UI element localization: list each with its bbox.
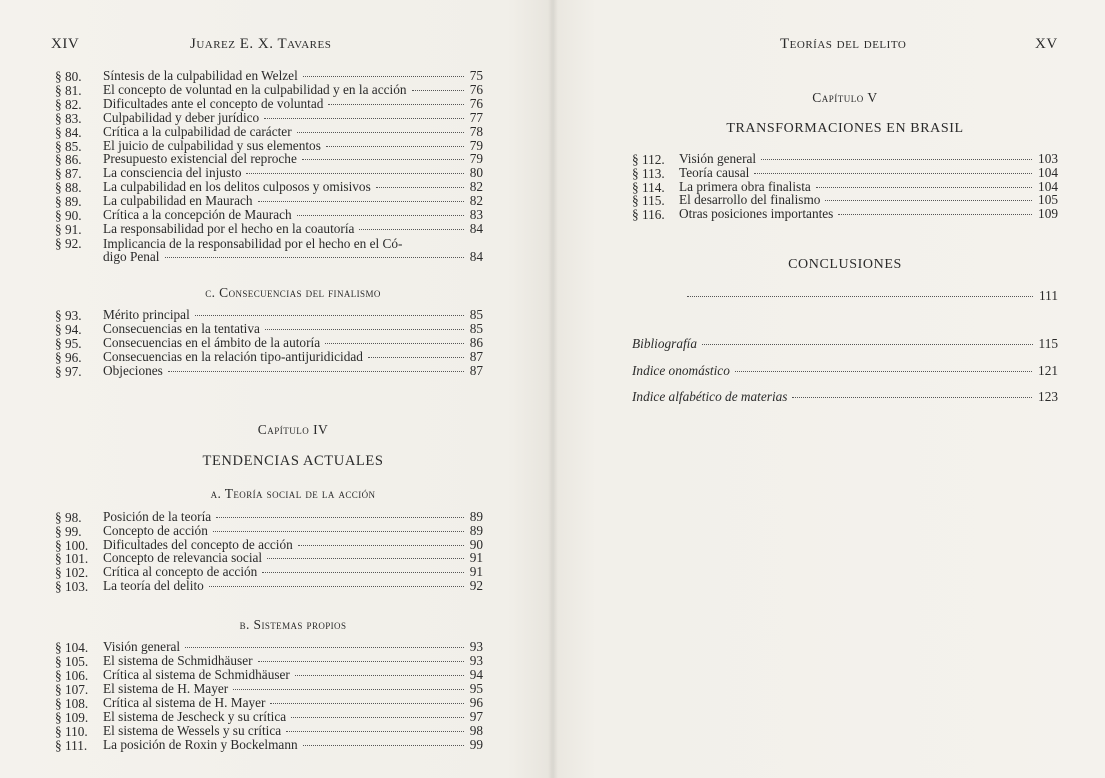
- section-heading-c: c. Consecuencias del finalismo: [205, 285, 381, 300]
- toc-section-number: § 98.: [55, 510, 82, 525]
- toc-entry-page: 75: [469, 68, 483, 83]
- toc-entry-title: El sistema de Schmidhäuser: [103, 653, 253, 668]
- dot-leader: [412, 89, 464, 91]
- toc-entry: [103, 654, 483, 668]
- toc-section-number: § 87.: [55, 166, 82, 182]
- toc-entry: [632, 337, 1058, 351]
- toc-entry: [103, 69, 483, 83]
- dot-leader: [291, 716, 464, 718]
- toc-entry-page: 104: [1038, 164, 1058, 180]
- toc-section-number: § 102.: [55, 565, 89, 581]
- dot-leader: [754, 172, 1032, 174]
- toc-entry-page: 95: [469, 681, 483, 696]
- toc-section-number: § 116.: [632, 207, 665, 223]
- toc-entry: [103, 83, 483, 97]
- toc-entry-title: Presupuesto existencial del reproche: [103, 151, 297, 167]
- toc-section-number: § 97.: [55, 364, 82, 379]
- dot-leader: [376, 186, 464, 188]
- toc-entry-title: Crítica al sistema de H. Mayer: [103, 695, 266, 710]
- toc-entry-page: 115: [1038, 336, 1058, 351]
- toc-entry-page: 123: [1038, 389, 1058, 404]
- toc-entry-title: La consciencia del injusto: [103, 165, 242, 181]
- dot-leader: [295, 674, 464, 676]
- toc-entry-title: La posición de Roxin y Bockelmann: [103, 737, 298, 752]
- toc-section-number: § 100.: [55, 537, 89, 553]
- toc-section-number: § 90.: [55, 208, 82, 223]
- toc-entry-page: 93: [469, 639, 483, 654]
- toc-entry-title: Crítica a la culpabilidad de carácter: [103, 123, 292, 139]
- toc-entry: [103, 724, 483, 738]
- toc-section-number: § 113.: [632, 165, 665, 181]
- toc-entry: [103, 111, 483, 125]
- toc-entry-title: Indice onomástico: [632, 362, 730, 378]
- dot-leader: [165, 256, 464, 258]
- toc-section-number: § 83.: [55, 110, 82, 126]
- toc-section-number: § 106.: [55, 668, 89, 683]
- toc-entry-page: 89: [469, 509, 483, 524]
- toc-entry-page: 85: [469, 321, 483, 336]
- left-running-head: Juarez E. X. Tavares: [190, 36, 332, 52]
- toc-entry-title: Objeciones: [103, 363, 163, 378]
- dot-leader: [326, 145, 464, 147]
- dot-leader: [368, 356, 464, 358]
- toc-entry-page: 83: [469, 207, 483, 222]
- toc-section-number: § 82.: [55, 96, 82, 112]
- toc-entry: [103, 682, 483, 696]
- toc-section-number: § 107.: [55, 682, 89, 697]
- toc-entry-title: Culpabilidad y deber jurídico: [103, 109, 260, 125]
- toc-entry-page: 82: [469, 193, 483, 209]
- toc-section-number: § 108.: [55, 696, 89, 711]
- toc-entry: [103, 668, 483, 682]
- toc-entry: [103, 180, 483, 194]
- dot-leader: [258, 660, 464, 662]
- toc-entry-page: 99: [469, 737, 483, 752]
- toc-entry-title: Otras posiciones importantes: [679, 206, 834, 222]
- toc-title-92-line2: digo Penal: [103, 249, 160, 264]
- dot-leader: [233, 688, 464, 690]
- toc-entry: [103, 524, 483, 538]
- dot-leader: [262, 571, 463, 573]
- toc-entry-page: 109: [1038, 206, 1058, 222]
- toc-entry-title: El desarrollo del finalismo: [679, 192, 821, 208]
- toc-entry-title: Indice alfabético de materias: [632, 389, 788, 404]
- toc-entry: [679, 152, 1058, 166]
- dot-leader: [168, 370, 464, 372]
- toc-entry: [103, 308, 483, 322]
- toc-entry-page: 98: [469, 723, 483, 738]
- toc-entry-page: 85: [469, 307, 483, 322]
- dot-leader: [702, 343, 1033, 345]
- dot-leader: [838, 213, 1032, 215]
- toc-entry-title: Teoría causal: [679, 164, 750, 180]
- toc-entry: [103, 125, 483, 139]
- toc-entry-page: 76: [469, 95, 483, 111]
- chapter-v-label: Capítulo V: [812, 90, 878, 105]
- toc-section-number: § 85.: [55, 138, 82, 154]
- toc-entry-title: Visión general: [103, 639, 181, 654]
- toc-entry: [103, 696, 483, 710]
- toc-entry-page: 87: [469, 349, 483, 364]
- toc-entry: [103, 139, 483, 153]
- toc-entry: [103, 579, 483, 593]
- toc-section-number: § 103.: [55, 579, 89, 594]
- toc-section-number: § 114.: [632, 179, 665, 195]
- toc-entry-title: Dificultades del concepto de acción: [103, 536, 293, 552]
- toc-entry-title: El sistema de H. Mayer: [103, 681, 229, 696]
- toc-entry-page: 82: [469, 179, 483, 195]
- right-page: [552, 0, 1105, 778]
- toc-entry-page: 94: [469, 667, 483, 682]
- dot-leader: [216, 516, 464, 518]
- dot-leader: [359, 228, 463, 230]
- toc-entry-title: El juicio de culpabilidad y sus elementos: [103, 137, 321, 153]
- toc-entry-92: [103, 250, 483, 264]
- toc-section-number: § 99.: [55, 523, 82, 539]
- toc-entry-page: 77: [469, 109, 483, 125]
- dot-leader: [267, 557, 464, 559]
- toc-section-number: § 96.: [55, 350, 82, 365]
- toc-entry-page: 80: [469, 165, 483, 181]
- toc-entry: [632, 390, 1058, 404]
- toc-entry-conclusions: [687, 289, 1058, 303]
- toc-section-number: § 110.: [55, 724, 88, 739]
- toc-entry-title: Concepto de relevancia social: [103, 550, 263, 566]
- toc-entry-title: La primera obra finalista: [679, 178, 811, 194]
- dot-leader: [297, 131, 464, 133]
- toc-entry-page: 91: [469, 564, 483, 580]
- toc-section-number: § 101.: [55, 551, 89, 567]
- toc-entry-title: Visión general: [679, 151, 757, 166]
- dot-leader: [258, 200, 464, 202]
- toc-entry-page: 84: [469, 220, 483, 236]
- dot-leader: [298, 544, 464, 546]
- right-running-head: Teorías del delito: [780, 36, 907, 52]
- toc-entry: [103, 152, 483, 166]
- section-heading-a: a. Teoría social de la acción: [210, 486, 376, 501]
- dot-leader: [185, 646, 464, 648]
- toc-section-number: § 104.: [55, 640, 89, 655]
- toc-entry-page: 76: [469, 81, 483, 97]
- toc-entry-page: 96: [469, 695, 483, 710]
- toc-entry-title: Crítica al concepto de acción: [103, 564, 258, 580]
- left-page: [0, 0, 552, 778]
- dot-leader: [328, 103, 463, 105]
- chapter-iv-label: Capítulo IV: [257, 422, 329, 437]
- toc-entry-title: Posición de la teoría: [103, 509, 212, 524]
- toc-entry: [632, 364, 1058, 378]
- toc-entry-page: 93: [469, 653, 483, 668]
- toc-section-number: § 94.: [55, 322, 82, 337]
- dot-leader: [213, 530, 464, 532]
- dot-leader: [687, 295, 1033, 297]
- toc-entry-page: 78: [469, 123, 483, 139]
- toc-entry-title: Consecuencias en la tentativa: [103, 321, 260, 336]
- toc-entry-title: La culpabilidad en Maurach: [103, 193, 253, 209]
- toc-entry-title: Mérito principal: [103, 307, 190, 322]
- toc-entry: [103, 322, 483, 336]
- toc-entry: [103, 336, 483, 350]
- toc-section-number: § 105.: [55, 654, 89, 669]
- toc-entry-page: 97: [469, 709, 483, 724]
- toc-entry-title: El sistema de Jescheck y su crítica: [103, 709, 287, 724]
- dot-leader: [195, 314, 464, 316]
- toc-entry-page: 104: [1038, 178, 1058, 194]
- toc-section-number: § 88.: [55, 180, 82, 196]
- toc-entry-title: Consecuencias en la relación tipo-antijuridicidad: [103, 349, 363, 364]
- toc-section-number: § 86.: [55, 152, 82, 168]
- toc-entry: [679, 207, 1058, 221]
- toc-entry-page: 103: [1038, 151, 1058, 166]
- toc-section-number: § 109.: [55, 710, 89, 725]
- toc-entry: [103, 364, 483, 378]
- toc-entry-title: Concepto de acción: [103, 522, 208, 538]
- toc-entry: [103, 97, 483, 111]
- chapter-iv-title: TENDENCIAS ACTUALES: [202, 453, 384, 469]
- toc-entry-title: La teoría del delito: [103, 578, 204, 593]
- toc-entry: [103, 510, 483, 524]
- section-heading-b: b. Sistemas propios: [239, 617, 347, 632]
- dot-leader: [325, 342, 464, 344]
- toc-entry: [103, 710, 483, 724]
- toc-section-number: § 111.: [55, 738, 88, 753]
- dot-leader: [297, 214, 464, 216]
- toc-title-92-line1: Implicancia de la responsabilidad por el hecho en el Có-: [103, 236, 403, 251]
- toc-entry-page: 79: [469, 151, 483, 167]
- dot-leader: [246, 172, 463, 174]
- toc-entry-title: Bibliografía: [632, 336, 698, 351]
- toc-section-number: § 91.: [55, 221, 82, 237]
- toc-section-number: § 81.: [55, 82, 82, 98]
- dot-leader: [825, 199, 1032, 201]
- toc-entry: [103, 194, 483, 208]
- toc-entry: [103, 166, 483, 180]
- toc-entry-page: 92: [469, 578, 483, 593]
- dot-leader: [303, 75, 464, 77]
- dot-leader: [792, 396, 1032, 398]
- dot-leader: [816, 186, 1032, 188]
- dot-leader: [735, 370, 1032, 372]
- toc-entry: [103, 222, 483, 236]
- dot-leader: [303, 744, 464, 746]
- toc-entry: [103, 738, 483, 752]
- toc-entry-title: Dificultades ante el concepto de voluntad: [103, 95, 324, 111]
- dot-leader: [302, 158, 464, 160]
- toc-page-conclusions: 111: [1039, 288, 1058, 303]
- toc-entry-page: 87: [469, 363, 483, 378]
- dot-leader: [761, 158, 1032, 160]
- toc-entry-title: La responsabilidad por el hecho en la coautoría: [103, 220, 355, 236]
- toc-entry-page: 105: [1038, 192, 1058, 208]
- toc-entry-title: Síntesis de la culpabilidad en Welzel: [103, 68, 298, 83]
- toc-entry: [103, 208, 483, 222]
- toc-entry-title: Consecuencias en el ámbito de la autoría: [103, 335, 321, 350]
- toc-section-number: § 112.: [632, 152, 665, 167]
- toc-section-number: § 93.: [55, 308, 82, 323]
- toc-entry: [679, 166, 1058, 180]
- dot-leader: [209, 585, 464, 587]
- toc-entry-title: Crítica a la concepción de Maurach: [103, 207, 292, 222]
- right-page-number: XV: [1035, 36, 1058, 52]
- toc-section-number: § 95.: [55, 336, 82, 351]
- conclusions-title: CONCLUSIONES: [788, 257, 902, 272]
- toc-entry-title: El sistema de Wessels y su crítica: [103, 723, 282, 738]
- toc-section-number: § 89.: [55, 194, 82, 210]
- dot-leader: [265, 328, 464, 330]
- left-page-number: XIV: [51, 36, 80, 52]
- toc-entry: [103, 350, 483, 364]
- dot-leader: [264, 117, 464, 119]
- toc-section-number: § 115.: [632, 193, 665, 209]
- toc-entry-page: 121: [1038, 362, 1058, 378]
- book-gutter: [548, 0, 558, 778]
- toc-entry-title: El concepto de voluntad en la culpabilidad y en la acción: [103, 81, 407, 97]
- toc-entry-page: 79: [469, 137, 483, 153]
- toc-section-number: § 80.: [55, 69, 82, 84]
- toc-section-number: § 84.: [55, 124, 82, 140]
- toc-entry-page: 90: [469, 536, 483, 552]
- toc-entry: [103, 640, 483, 654]
- toc-page-92: 84: [469, 249, 483, 264]
- toc-entry-page: 89: [469, 522, 483, 538]
- toc-entry-title: La culpabilidad en los delitos culposos y omisivos: [103, 179, 371, 195]
- chapter-v-title: TRANSFORMACIONES EN BRASIL: [726, 121, 964, 136]
- dot-leader: [270, 702, 463, 704]
- dot-leader: [286, 730, 464, 732]
- toc-entry-page: 86: [469, 335, 483, 350]
- toc-entry-page: 91: [469, 550, 483, 566]
- toc-sec-92: § 92.: [55, 236, 82, 251]
- toc-entry-title: Crítica al sistema de Schmidhäuser: [103, 667, 290, 682]
